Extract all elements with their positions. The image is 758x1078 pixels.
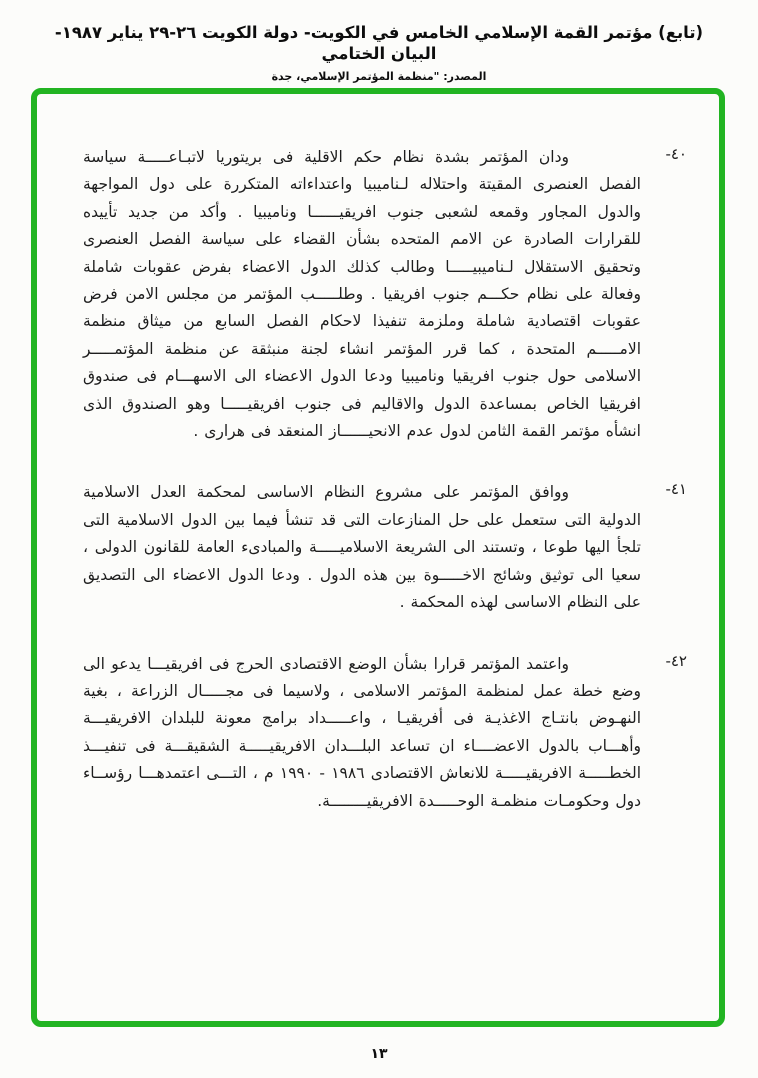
paragraph-40 — [83, 144, 687, 445]
page-number: ١٣ — [370, 1046, 388, 1062]
document-title: (تابع) مؤتمر القمة الإسلامي الخامس في الكويت- دولة الكويت ٢٦-٢٩ يناير ١٩٨٧- البيان الختامي — [54, 23, 704, 64]
page-header — [0, 22, 758, 83]
source-line: المصدر: "منظمة المؤتمر الإسلامي، جدة — [271, 69, 487, 83]
paragraph-text: ودان المؤتمر بشدة نظام حكم الاقلية فى بريتوريا لاتبـاعـــــة سياسة الفصل العنصرى المقيتة واحتلاله لـناميبيا واعتداءاته المتكررة على دول المواجهة والدول المجاور وقمعه لشعبى جنوب افريقيــــــا وناميبيا . وأكد من جديد تأييده للقرارات الصادرة عن الامم المتحده بشأن القضاء على سياسة الفصل العنصرى وتحقيق الاستقلال لـناميبيـــــا وطالب كذلك الدول الاعضاء بفرض عقوبات شاملة وفعالة على نظام حكـــم جنوب افريقيا . وطلـــــب المؤتمر من مجلس الامن فرض عقوبات اقتصادية شاملة وملزمة تنفيذا لاحكام الفصل السابع من ميثاق منظمة الامـــــم المتحدة ، كما قرر المؤتمر انشاء لجنة منبثقة عن منظمة المؤتمـــــر الاسلامى حول جنوب افريقيا وناميبيا ودعا الدول الاعضاء الى الاسهـــام فى صندوق افريقيا الخاص بمساعدة الدول والاقاليم فى جنوب افريقيـــــا وهو الصندوق الذى انشأه مؤتمر القمة الثامن لدول عدم الانحيــــــاز المنعقد فى هرارى . — [83, 148, 641, 441]
paragraph-text: واعتمد المؤتمر قرارا بشأن الوضع الاقتصادى الحرج فى افريقيـــا يدعو الى وضع خطة عمل لمنظمة المؤتمر الاسلامى ، ولاسيما فى مجـــــال الزراعة ، بغية النهـوض بانتـاج الاغذيـة فى أفريقيـا ، واعـــــداد برامج معونة للبلدان الافريقيـــة وأهـــاب بالدول الاعضــــاء ان تساعد البلـــدان الافريقيـــــة الشقيقـــة فى تنفيـــذ الخطـــــة الافريقيـــــة للانعاش الاقتصادى ١٩٨٦ - ١٩٩٠ م ، التـــى اعتمدهـــا رؤســاء دول وحكومـات منظمـة الوحـــــدة الافريقيــــــــة. — [83, 654, 641, 810]
paragraph-41 — [83, 479, 687, 616]
document-body — [37, 144, 719, 849]
paragraph-number: ٤٢- — [665, 651, 687, 670]
paragraph-number: ٤٠- — [665, 145, 687, 163]
paragraph-number: ٤١- — [665, 480, 687, 499]
paragraph-42 — [83, 651, 687, 815]
paragraph-text: ووافق المؤتمر على مشروع النظام الاساسى لمحكمة العدل الاسلامية الدولية التى ستعمل على حل المنازعات التى قد تنشأ فيما بين الدول الاسلامية التى تلجأ اليها طوعا ، وتستند الى الشريعة الاسلاميـــــة والمبادىء العامة للقانون الدولى ، سعيا الى توثيق وشائج الاخـــــوة بين هذه الدول . ودعا الدول الاعضاء الى التصديق على النظام الاساسى لهذه المحكمة . — [83, 483, 641, 612]
content-frame — [31, 88, 725, 1027]
